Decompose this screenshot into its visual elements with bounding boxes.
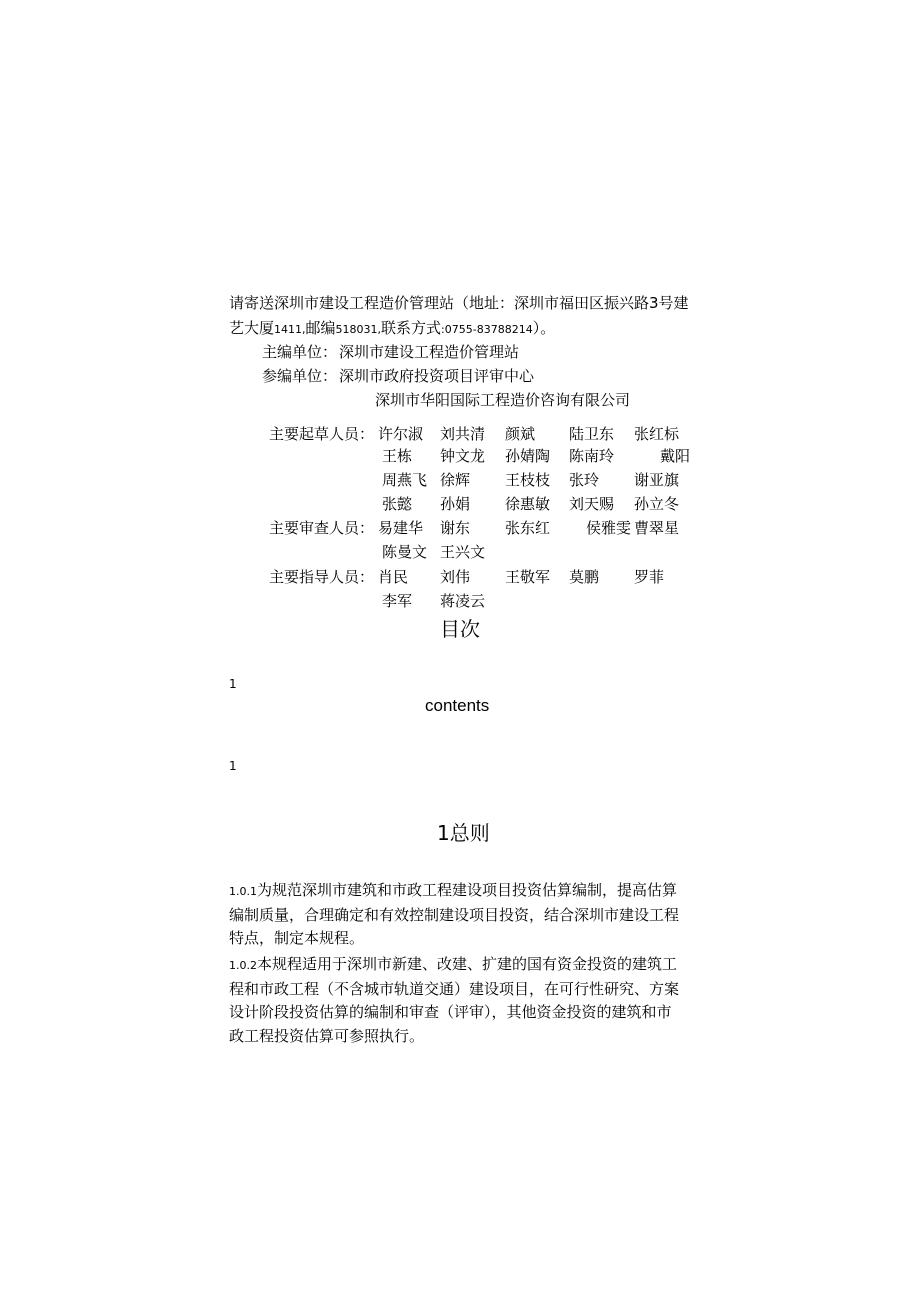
clause-line xyxy=(229,879,699,904)
person-name: 刘天赐 xyxy=(569,495,615,513)
person-name: 陈南玲 xyxy=(569,447,615,465)
chief-unit-label: 主编单位： xyxy=(262,343,338,361)
clause-line: 特点，制定本规程。 xyxy=(229,929,365,947)
person-name: 陆卫东 xyxy=(569,425,615,443)
chapter-title: 1总则 xyxy=(437,821,490,845)
co-unit-label: 参编单位： xyxy=(262,367,338,385)
drafters-label: 主要起草人员： xyxy=(269,425,375,443)
person-name: 钟文龙 xyxy=(440,447,486,465)
person-name: 蒋凌云 xyxy=(440,592,486,610)
clause-number: 1.0.1 xyxy=(229,885,257,898)
person-name: 王枝枝 xyxy=(505,471,551,489)
person-name: 王兴文 xyxy=(440,543,486,561)
clause-line: 编制质量，合理确定和有效控制建设项目投资，结合深圳市建设工程 xyxy=(229,905,680,924)
intro-line-1: 请寄送深圳市建设工程造价管理站（地址：深圳市福田区振兴路3号建 xyxy=(229,294,689,312)
person-name: 肖民 xyxy=(378,568,409,586)
clause-2 xyxy=(229,953,699,1048)
intro-text: 艺大厦 xyxy=(229,319,275,337)
person-name: 陈曼文 xyxy=(382,543,428,561)
toc-contents-label: contents xyxy=(425,696,490,715)
chief-unit-value: 深圳市建设工程造价管理站 xyxy=(339,343,520,361)
person-name: 孙立冬 xyxy=(634,495,680,513)
co-unit-value-2: 深圳市华阳国际工程造价咨询有限公司 xyxy=(375,391,631,409)
person-name: 谢东 xyxy=(440,519,471,537)
toc-page-number: 1 xyxy=(229,677,237,691)
person-name: 谢亚旗 xyxy=(634,471,680,489)
intro-room-number: 1411, xyxy=(274,323,306,336)
person-name: 徐辉 xyxy=(440,471,471,489)
toc-page-number: 1 xyxy=(229,759,237,773)
person-name: 莫鹏 xyxy=(569,568,600,586)
clause-line: 政工程投资估算可参照执行。 xyxy=(229,1026,425,1045)
person-name: 许尔淑 xyxy=(378,425,424,443)
person-name: 张红标 xyxy=(634,425,680,443)
clause-line: 程和市政工程（不含城市轨道交通）建设项目，在可行性研究、方案 xyxy=(229,979,680,998)
person-name: 孙婧陶 xyxy=(505,447,551,465)
person-name: 刘伟 xyxy=(440,568,471,586)
person-name: 张玲 xyxy=(569,471,600,489)
guides-label: 主要指导人员： xyxy=(269,568,375,586)
intro-text: 邮编 xyxy=(305,319,336,337)
reviewers-label: 主要审查人员： xyxy=(269,519,375,537)
intro-text: 联系方式 xyxy=(381,319,442,337)
clause-1 xyxy=(229,879,699,951)
person-name: 张懿 xyxy=(382,495,413,513)
person-name: 张东红 xyxy=(505,519,551,537)
person-name: 刘共清 xyxy=(440,425,486,443)
clause-text: 本规程适用于深圳市新建、改建、扩建的国有资金投资的建筑工 xyxy=(257,955,678,973)
clause-number: 1.0.2 xyxy=(229,959,257,972)
person-name: 曹翠星 xyxy=(634,519,680,537)
person-name: 李军 xyxy=(382,592,413,610)
clause-text: 为规范深圳市建筑和市政工程建设项目投资估算编制，提高估算 xyxy=(257,881,678,899)
person-name: 周燕飞 xyxy=(382,471,428,489)
person-name: 颜斌 xyxy=(505,425,536,443)
person-name: 罗菲 xyxy=(634,568,665,586)
person-name: 王栋 xyxy=(382,447,413,465)
co-unit-value-1: 深圳市政府投资项目评审中心 xyxy=(339,367,535,385)
intro-line-2 xyxy=(229,317,555,341)
clause-line xyxy=(229,953,699,978)
person-name: 戴阳 xyxy=(660,447,691,465)
clause-line: 设计阶段投资估算的编制和审查（评审），其他资金投资的建筑和市 xyxy=(229,1003,672,1021)
person-name: 王敬军 xyxy=(505,568,551,586)
person-name: 徐惠敏 xyxy=(505,495,551,513)
person-name: 侯雅雯 xyxy=(586,519,632,537)
intro-text: ）。 xyxy=(532,319,556,337)
intro-phone: :0755-83788214 xyxy=(441,323,533,336)
person-name: 易建华 xyxy=(378,519,424,537)
person-name: 孙娟 xyxy=(440,495,471,513)
intro-postcode: 518031, xyxy=(335,323,382,336)
toc-title: 目次 xyxy=(440,617,480,641)
